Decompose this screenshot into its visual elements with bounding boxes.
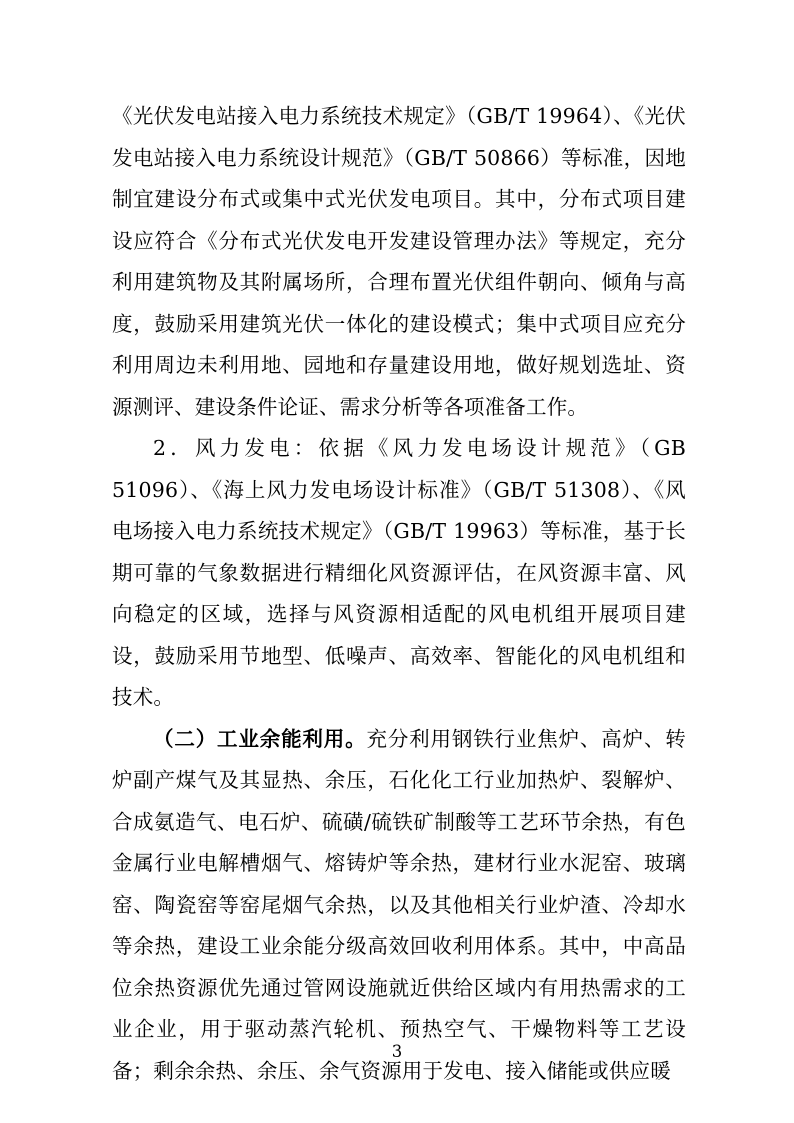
paragraph-industrial-waste-energy-text: 充分利用钢铁行业焦炉、高炉、转炉副产煤气及其显热、余压，石化化工行业加热炉、裂解炉、合成氨造气、电石炉、硫磺/硫铁矿制酸等工艺环节余热，有色金属行业电解槽烟气、熔铸炉等余热，建材行业水泥窑、玻璃窑、陶瓷窑等窑尾烟气余热，以及其他相关行业炉渣、冷却水等余热，建设工业余能分级高效回收利用体系。其中，中高品位余热资源优先通过管网设施就近供给区域内有用热需求的工业企业，用于驱动蒸汽轮机、预热空气、干燥物料等工艺设备；剩余余热、余压、余气资源用于发电、接入储能或供应暖 [112,726,687,1083]
paragraph-wind-power: 2．风力发电：依据《风力发电场设计规范》（GB 51096）、《海上风力发电场设计标准》（GB/T 51308）、《风电场接入电力系统技术规定》（GB/T 19963）等标准，基于长期可靠的气象数据进行精细化风资源评估，在风资源丰富、风向稳定的区域，选择与风资源相适配的风电机组开展项目建设，鼓励采用节地型、低噪声、高效率、智能化的风电机组和技术。 [112,436,686,709]
paragraph-solar-power: 《光伏发电站接入电力系统技术规定》（GB/T 19964）、《光伏发电站接入电力系统设计规范》（GB/T 50866）等标准，因地制宜建设分布式或集中式光伏发电项目。其中，分布式项目建设应符合《分布式光伏发电开发建设管理办法》等规定，充分利用建筑物及其附属场所，合理布置光伏组件朝向、倾角与高度，鼓励采用建筑光伏一体化的建设模式；集中式项目应充分利用周边未利用地、园地和存量建设用地，做好规划选址、资源测评、建设条件论证、需求分析等各项准备工作。 [112,104,686,419]
paragraph-industrial-waste-energy [112,719,686,1093]
page-number: 3 [391,1042,403,1061]
section-heading-industrial-waste-energy: （二）工业余能利用。 [153,726,367,751]
document-body [112,96,686,1092]
